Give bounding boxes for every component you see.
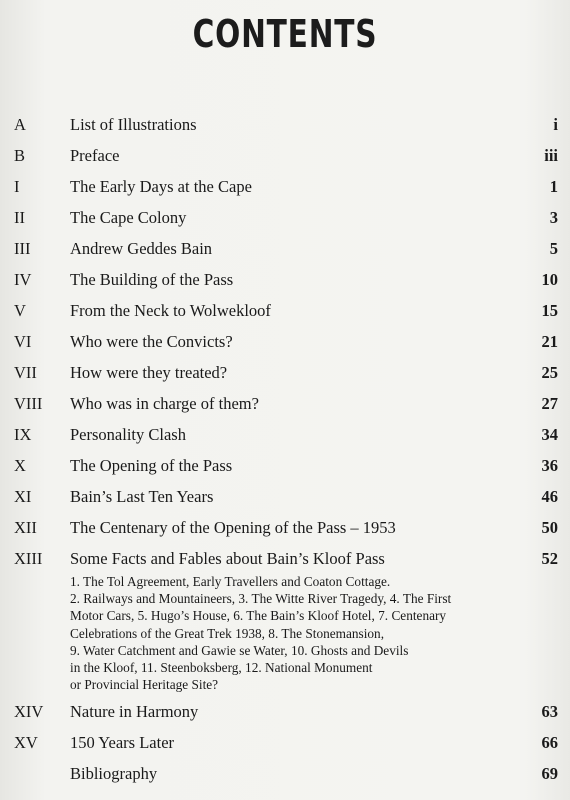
entry-title: Who were the Convicts? — [70, 332, 233, 351]
subtopic-line: 1. The Tol Agreement, Early Travellers and Coaton Cottage. — [70, 574, 391, 589]
entry-page: 25 — [541, 363, 558, 382]
entry-page: 66 — [541, 733, 558, 752]
entry-title: Who was in charge of them? — [70, 394, 259, 413]
entry-number: XII — [14, 518, 37, 537]
entry-number: XIV — [14, 702, 44, 721]
entry-page: iii — [544, 146, 558, 165]
entry-page: i — [553, 115, 558, 134]
entry-number: VI — [14, 332, 32, 351]
entry-title: The Cape Colony — [70, 208, 187, 227]
entry-page: 5 — [549, 239, 558, 258]
entry-title: List of Illustrations — [70, 115, 197, 134]
entry-title: Bibliography — [70, 764, 158, 783]
entry-number: XIII — [14, 549, 43, 568]
subtopic-line: or Provincial Heritage Site? — [70, 677, 219, 693]
entry-title: The Opening of the Pass — [70, 456, 233, 475]
entry-page: 1 — [549, 177, 558, 196]
entry-page: 36 — [541, 456, 558, 475]
entry-page: 46 — [541, 487, 558, 506]
subtopic-line: 2. Railways and Mountaineers, 3. The Witte River Tragedy, 4. The First — [70, 591, 452, 607]
entry-page: 27 — [541, 394, 558, 413]
entry-number: XI — [14, 487, 32, 506]
entry-title: The Centenary of the Opening of the Pass – 1953 — [70, 518, 396, 537]
entry-title: Andrew Geddes Bain — [70, 239, 213, 258]
subtopic-line: in the Kloof, 11. Steenboksberg, 12. National Monument — [70, 660, 373, 676]
entry-number: I — [14, 177, 20, 196]
entry-page: 52 — [541, 549, 558, 568]
entry-title: Preface — [70, 146, 120, 165]
entry-number: IV — [14, 270, 32, 289]
subtopic-line: Motor Cars, 5. Hugo’s House, 6. The Bain’s Kloof Hotel, 7. Centenary — [70, 608, 447, 624]
entry-number: XV — [14, 733, 38, 752]
entry-title: 150 Years Later — [70, 733, 175, 752]
entry-page: 21 — [541, 332, 558, 351]
entry-title: The Building of the Pass — [70, 270, 234, 289]
subtopic-line: Celebrations of the Great Trek 1938, 8. The Stonemansion, — [70, 625, 385, 641]
entry-title: Some Facts and Fables about Bain’s Kloof Pass — [70, 549, 385, 568]
entry-number: II — [14, 208, 25, 227]
entry-page: 15 — [541, 301, 558, 320]
entry-number: A — [14, 115, 26, 134]
entry-number: VII — [14, 363, 37, 382]
entry-title: Personality Clash — [70, 425, 186, 444]
entry-page: 63 — [541, 702, 558, 721]
entry-number: X — [14, 456, 26, 475]
entry-number: B — [14, 146, 26, 165]
entry-number: III — [14, 239, 31, 258]
page-title: CONTENTS — [192, 12, 378, 56]
entry-title: Bain’s Last Ten Years — [70, 487, 214, 506]
entry-page: 50 — [541, 518, 558, 537]
entry-page: 3 — [549, 208, 558, 227]
entry-title: From the Neck to Wolwekloof — [70, 301, 271, 320]
entry-number: IX — [14, 425, 32, 444]
entry-page: 34 — [541, 425, 558, 444]
entry-title: How were they treated? — [70, 363, 228, 382]
entry-page: 69 — [541, 764, 558, 783]
entry-title: The Early Days at the Cape — [70, 177, 252, 196]
entry-subtopics — [70, 573, 470, 693]
entry-title: Nature in Harmony — [70, 702, 199, 721]
entry-number: VIII — [14, 394, 43, 413]
entry-number: V — [14, 301, 26, 320]
subtopic-line: 9. Water Catchment and Gawie se Water, 10. Ghosts and Devils — [70, 642, 409, 658]
entry-page: 10 — [541, 270, 558, 289]
